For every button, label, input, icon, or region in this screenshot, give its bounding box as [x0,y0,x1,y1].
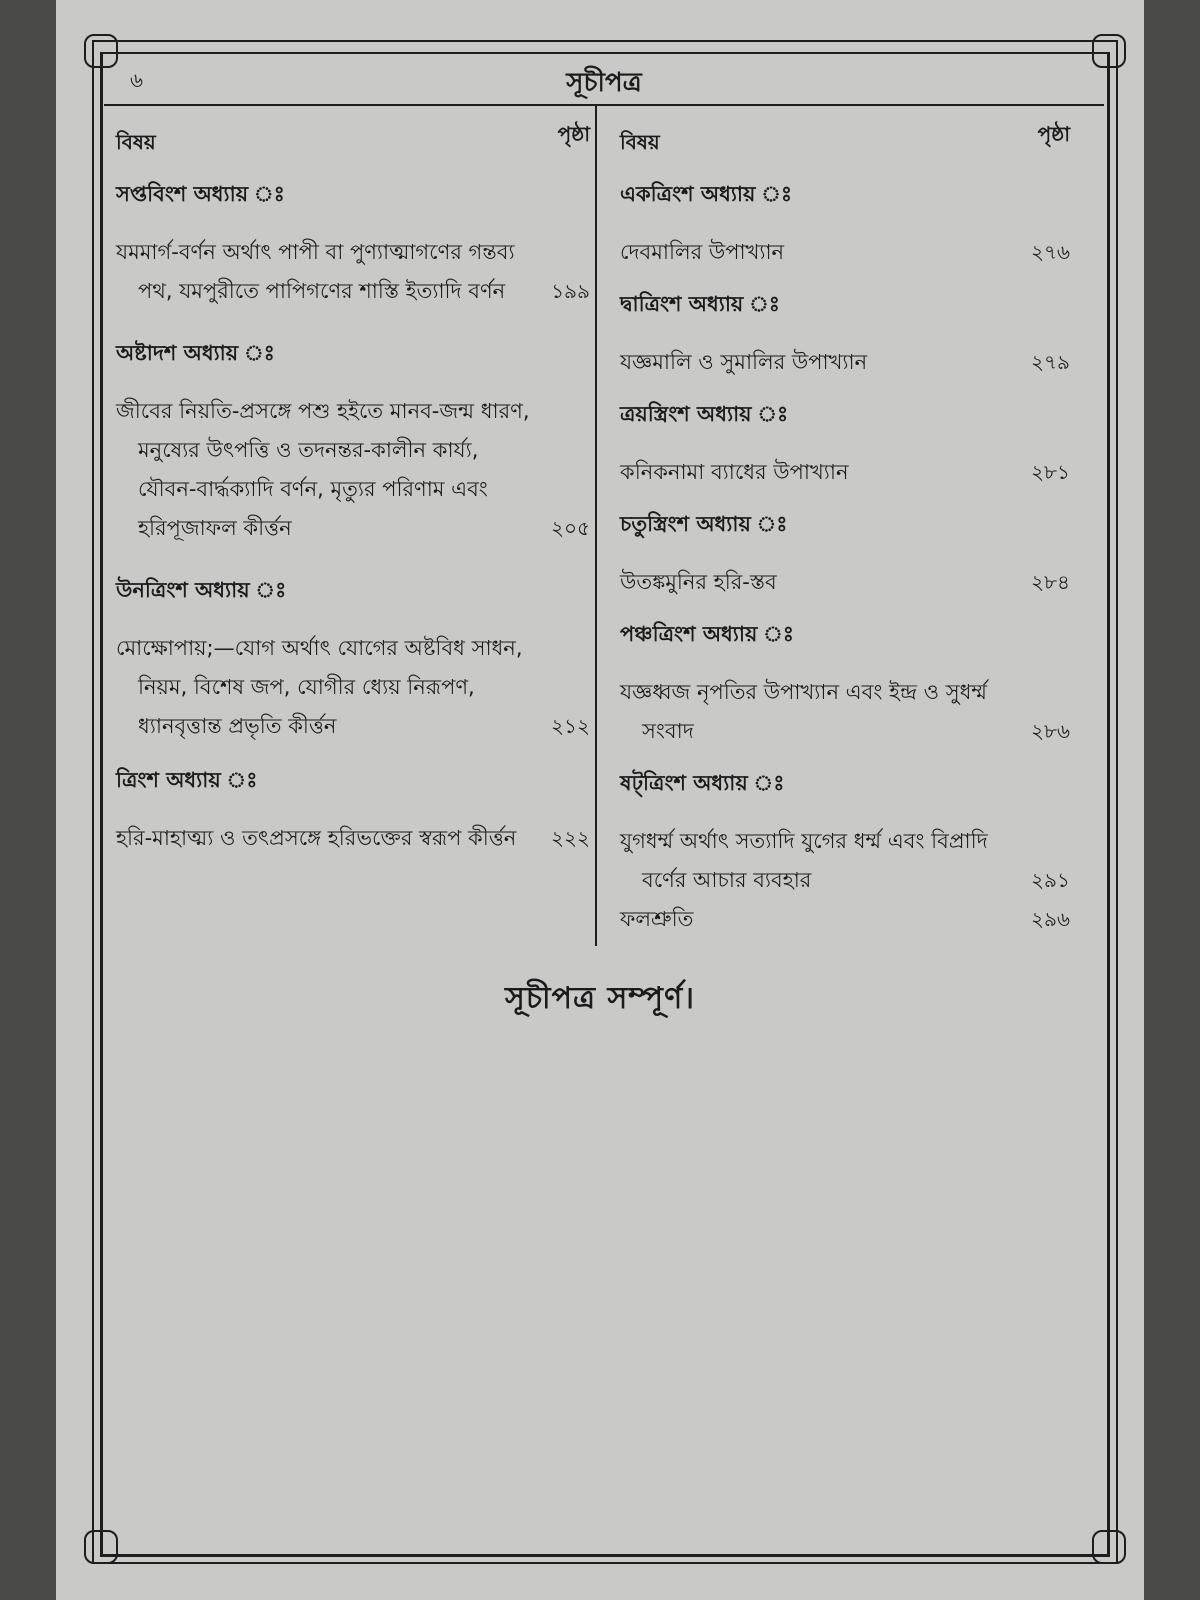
chapter-heading: ত্রয়স্ত্রিংশ অধ্যায় ঃ [620,402,789,426]
entry-text: দেবমালির উপাখ্যান [620,240,785,264]
toc-entry[interactable] [116,819,590,858]
toc-entry[interactable] [116,392,590,548]
subject-label: বিষয় [116,130,156,154]
chapter-heading: ষট্‌ত্রিংশ অধ্যায় ঃ [620,771,785,795]
page-number: ৬ [130,68,144,92]
entry-text: ফলশ্রুতি [620,907,694,931]
column-header [116,120,590,162]
entry-page: ২৯৬ [1031,907,1070,931]
chapter-heading: চতুস্ত্রিংশ অধ্যায় ঃ [620,512,788,536]
toc-entry[interactable] [620,900,1070,939]
entry-page: ১৯৯ [551,279,590,303]
entry-page: ২১২ [551,714,590,738]
chapter-heading: একত্রিংশ অধ্যায় ঃ [620,182,793,206]
subject-label: বিষয় [620,130,660,154]
toc-entry[interactable] [620,563,1070,602]
left-column [116,120,590,868]
toc-entry[interactable] [620,233,1070,272]
page-label: পৃষ্ঠা [557,122,590,146]
column-header [620,120,1070,162]
entry-text: যুগধর্ম্ম অর্থাৎ সত্যাদি যুগের ধর্ম্ম এবং বিপ্রাদি বর্ণের আচার ব্যবহার [620,829,988,892]
toc-entry[interactable] [116,629,590,746]
page-title: সূচীপত্র [566,68,642,98]
entry-text: যজ্ঞধ্বজ নৃপতির উপাখ্যান এবং ইন্দ্র ও সুধর্ম্ম সংবাদ [620,680,987,743]
closing-note: সূচীপত্র সম্পূর্ণ। [505,981,695,1016]
entry-page: ২৭৬ [1030,240,1070,264]
right-column [620,120,1070,949]
entry-page: ২৮৬ [1031,719,1070,743]
entry-page: ২০৫ [551,516,590,540]
chapter-heading: পঞ্চত্রিংশ অধ্যায় ঃ [620,622,795,646]
toc-entry[interactable] [620,453,1070,492]
toc-entry[interactable] [620,343,1070,382]
entry-page: ২৭৯ [1031,350,1070,374]
entry-text: যজ্ঞমালি ও সুমালির উপাখ্যান [620,350,868,374]
corner-ornament-bottom-right [1092,1530,1126,1564]
page-label: পৃষ্ঠা [1037,122,1070,146]
chapter-heading: সপ্তবিংশ অধ্যায় ঃ [116,182,285,206]
entry-page: ২২২ [550,826,590,850]
toc-entry[interactable] [116,233,590,311]
chapter-heading: ত্রিংশ অধ্যায় ঃ [116,768,258,792]
page-header [104,58,1104,106]
entry-text: উতঙ্কমুনির হরি-স্তব [620,570,777,594]
chapter-heading: দ্বাত্রিংশ অধ্যায় ঃ [620,292,780,316]
entry-text: কনিকনামা ব্যাধের উপাখ্যান [620,460,849,484]
corner-ornament-bottom-left [84,1530,118,1564]
entry-text: মোক্ষোপায়;—যোগ অর্থাৎ যোগের অষ্টবিধ সাধন, নিয়ম, বিশেষ জপ, যোগীর ধ্যেয় নিরূপণ, ধ্যানবৃত্তান্ত প্রভৃতি কীর্ত্তন [116,636,523,738]
toc-entry[interactable] [620,673,1070,751]
entry-page: ২৮১ [1031,460,1070,484]
column-divider [595,106,597,946]
toc-entry[interactable] [620,822,1070,900]
entry-text: জীবের নিয়তি-প্রসঙ্গে পশু হইতে মানব-জন্ম ধারণ, মনুষ্যের উৎপত্তি ও তদনন্তর-কালীন কার্য্য, যৌবন-বার্দ্ধক্যাদি বর্ণন, মৃত্যুর পরিণাম এবং হরিপূজাফল কীর্ত্তন [116,399,530,540]
chapter-heading: অষ্টাদশ অধ্যায় ঃ [116,341,275,365]
entry-text: হরি-মাহাত্ম্য ও তৎপ্রসঙ্গে হরিভক্তের স্বরূপ কীর্ত্তন [116,826,517,850]
entry-text: যমমার্গ-বর্ণন অর্থাৎ পাপী বা পুণ্যাত্মাগণের গন্তব্য পথ, যমপুরীতে পাপিগণের শাস্তি ইত্যাদি বর্ণন [116,240,515,303]
chapter-heading: উনত্রিংশ অধ্যায় ঃ [116,578,287,602]
entry-page: ২৮৪ [1031,570,1070,594]
entry-page: ২৯১ [1031,868,1070,892]
